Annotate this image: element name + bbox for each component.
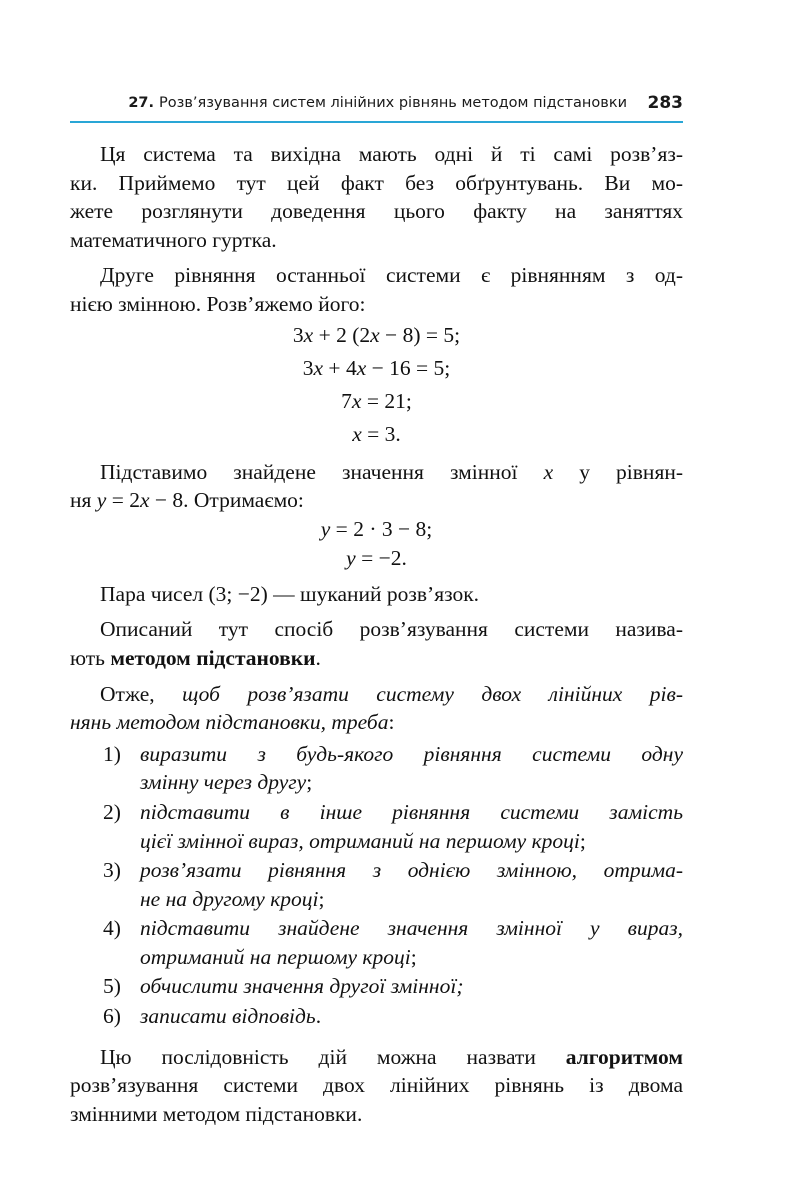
text-line bbox=[70, 708, 683, 737]
step-number: 2) bbox=[103, 799, 121, 824]
text-fragment: Підставимо знайдене значення змінної bbox=[100, 459, 544, 484]
equation-text: 3x + 2 (2x − 8) = 5; bbox=[292, 322, 461, 347]
list-item bbox=[70, 798, 683, 855]
text-fragment: ; bbox=[410, 944, 417, 969]
text-fragment: не на другому кроці bbox=[140, 886, 319, 911]
text-line: змінними методом підстановки. bbox=[70, 1101, 363, 1126]
equation-line bbox=[70, 515, 683, 544]
text-fragment: цієї змінної вираз, отриманий на першому кроці bbox=[140, 828, 580, 853]
equation-line bbox=[70, 385, 683, 418]
text-fragment: нянь методом підстановки, треба bbox=[70, 710, 389, 735]
step-text bbox=[140, 768, 683, 797]
section-number: 27. bbox=[128, 95, 155, 111]
header-rule bbox=[70, 121, 683, 123]
step-number: 3) bbox=[103, 858, 121, 883]
equation-text: x = 3. bbox=[352, 421, 401, 446]
text-line bbox=[70, 458, 683, 487]
text-line: Ця система та вихідна мають одні й ті самі розв’яз- bbox=[100, 142, 683, 166]
text-fragment: . bbox=[315, 645, 321, 670]
page-number: 283 bbox=[647, 93, 683, 113]
page-body bbox=[70, 140, 683, 1128]
paragraph-5 bbox=[70, 615, 683, 672]
text-fragment: Отже, bbox=[100, 681, 183, 706]
step-text bbox=[140, 827, 683, 856]
step-number: 5) bbox=[103, 974, 121, 999]
step-number: 4) bbox=[103, 916, 121, 941]
text-line: ки. Приймемо тут цей факт без обґрунтувань. Ви мо- bbox=[70, 170, 683, 195]
text-fragment: отриманий на першому кроці bbox=[140, 944, 411, 969]
text-fragment: Цю послідовність дій можна назвати bbox=[100, 1044, 566, 1069]
equation-text: y = 2 · 3 − 8; bbox=[320, 516, 433, 541]
text-line: Пара чисел (3; −2) — шуканий розв’язок. bbox=[100, 581, 480, 606]
step-text bbox=[140, 943, 683, 972]
header-title bbox=[128, 95, 627, 111]
text-fragment: змінну через другу bbox=[140, 770, 307, 795]
algorithm-steps bbox=[70, 740, 683, 1031]
step-text: виразити з будь-якого рівняння системи одну bbox=[140, 741, 683, 766]
text-fragment: ; bbox=[579, 828, 586, 853]
paragraph-1 bbox=[70, 140, 683, 254]
text-fragment: записати відповідь bbox=[140, 1004, 316, 1029]
paragraph-4 bbox=[70, 580, 683, 609]
list-item bbox=[70, 914, 683, 971]
text-line: математичного гуртка. bbox=[70, 227, 277, 252]
text-fragment: у рівнян- bbox=[553, 459, 683, 484]
step-number: 1) bbox=[103, 741, 121, 766]
text-fragment: : bbox=[388, 710, 395, 735]
step-text bbox=[140, 1002, 683, 1031]
text-fragment: ; bbox=[318, 886, 325, 911]
step-text: підставити знайдене значення змінної у вираз, bbox=[140, 916, 683, 941]
inline-equation: y = 2x − 8 bbox=[96, 488, 184, 513]
variable-x: x bbox=[543, 459, 554, 484]
equation-line bbox=[70, 418, 683, 451]
text-line bbox=[70, 644, 683, 673]
equation-line bbox=[70, 544, 683, 573]
term-substitution-method: методом підстановки bbox=[110, 645, 316, 670]
text-line: Друге рівняння останньої системи є рівнянням з од- bbox=[100, 263, 683, 288]
step-number: 6) bbox=[103, 1004, 121, 1029]
equation-text: 7x = 21; bbox=[341, 388, 412, 413]
text-fragment: ; bbox=[306, 770, 313, 795]
text-line: Описаний тут спосіб розв’язування системи назива- bbox=[100, 617, 683, 642]
text-line: нією змінною. Розв’яжемо його: bbox=[70, 291, 366, 316]
paragraph-7 bbox=[70, 1043, 683, 1129]
running-header bbox=[70, 93, 683, 123]
text-line: жете розглянути доведення цього факту на заняттях bbox=[70, 199, 683, 224]
step-text: розв’язати рівняння з однією змінною, отрима- bbox=[140, 858, 683, 883]
equation-text: 3x + 4x − 16 = 5; bbox=[302, 355, 451, 380]
list-item bbox=[70, 856, 683, 913]
text-fragment: . bbox=[315, 1004, 322, 1029]
paragraph-6 bbox=[70, 680, 683, 737]
paragraph-2 bbox=[70, 261, 683, 318]
text-fragment: . Отримаємо: bbox=[183, 488, 304, 513]
equation-block-1 bbox=[70, 319, 683, 451]
step-text: підставити в інше рівняння системи замість bbox=[140, 799, 683, 824]
text-line bbox=[70, 680, 683, 709]
text-fragment: щоб розв’язати систему двох лінійних рів- bbox=[182, 681, 683, 706]
list-item bbox=[70, 972, 683, 1001]
text-fragment: ють bbox=[70, 645, 111, 670]
text-fragment: ня bbox=[70, 488, 97, 513]
list-item bbox=[70, 1002, 683, 1031]
text-line: розв’язування системи двох лінійних рівнянь із двома bbox=[70, 1073, 683, 1098]
equation-line bbox=[70, 352, 683, 385]
equation-block-2 bbox=[70, 515, 683, 573]
text-line bbox=[70, 1043, 683, 1072]
paragraph-3 bbox=[70, 458, 683, 515]
list-item bbox=[70, 740, 683, 797]
section-title: Розв’язування систем лінійних рівнянь методом підстановки bbox=[159, 95, 627, 111]
step-text bbox=[140, 885, 683, 914]
text-line bbox=[70, 486, 683, 515]
equation-text: y = −2. bbox=[346, 545, 407, 570]
equation-line bbox=[70, 319, 683, 352]
term-algorithm: алгоритмом bbox=[565, 1044, 683, 1069]
step-text: обчислити значення другої змінної; bbox=[140, 974, 464, 999]
